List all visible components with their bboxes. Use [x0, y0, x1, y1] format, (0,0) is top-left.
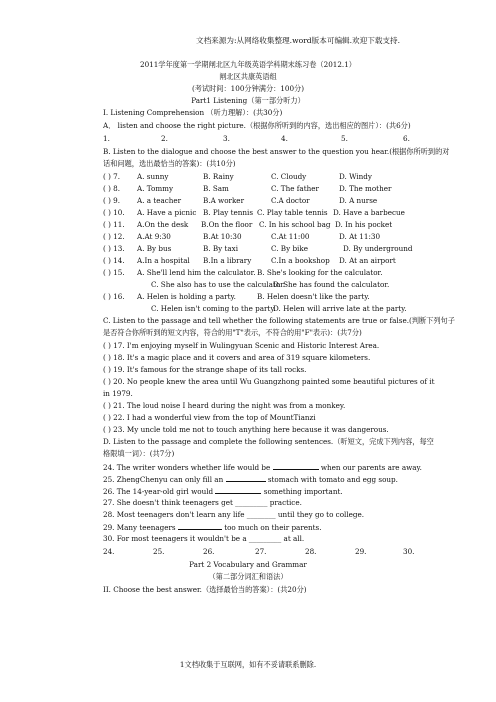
question-number: ( ) 9.: [103, 196, 121, 205]
option-b: B. Sam: [203, 184, 229, 193]
tf-statement: ( ) 20. No people knew the area until Wu Guangzhong painted some beautiful pictures of it: [103, 377, 435, 386]
answer-blank[interactable]: [226, 474, 266, 482]
option-d: D. Helen will arrive late at the party.: [273, 304, 407, 313]
tf-statement: ( ) 23. My uncle told me not to touch anything here because it was dangerous.: [103, 425, 389, 434]
sentence-text: 26. The 14-year-old girl would: [103, 487, 214, 496]
header-note: 文档来源为:从网络收集整理.word版本可编辑.欢迎下载支持.: [196, 36, 401, 45]
option-a: A.On the desk: [137, 220, 189, 229]
section-d-heading: D. Listen to the passage and complete the following sentences.（听短文，完成下列内容，每空: [103, 437, 434, 446]
option-a: A. Helen is holding a party.: [137, 292, 236, 301]
option-a: A. By bus: [137, 244, 172, 253]
option-b: B. Rainy: [203, 172, 234, 181]
option-a: A. sunny: [137, 172, 169, 181]
tf-statement: ( ) 17. I'm enjoying myself in Wulingyuan Scenic and Historic Interest Area.: [103, 341, 380, 350]
tf-statement: ( ) 19. It's famous for the strange shape of its tall rocks.: [103, 365, 307, 374]
option-b: B.At 10:30: [203, 232, 242, 241]
answer-number: 29.: [355, 547, 367, 556]
fill-sentence: [103, 462, 422, 472]
option-c: C. Play table tennis: [257, 208, 328, 217]
option-b: B.On the floor: [201, 220, 253, 229]
answer-blank[interactable]: [215, 486, 261, 494]
option-b: B. Play tennis: [203, 208, 254, 217]
section-i-heading: I. Listening Comprehension （听力理解）：(共30分): [103, 108, 283, 117]
section-d-heading-cont: 格限填一词）：(共7分): [103, 449, 175, 458]
sentence-text: 25. ZhengChenyu can only fill an: [103, 475, 224, 484]
fill-sentence: [103, 522, 322, 532]
option-a: A. She'll lend him the calculator.: [137, 268, 256, 277]
section-ii-heading: II. Choose the best answer.（选择最恰当的答案）：(共20分): [103, 585, 307, 594]
footer-note: 1文档收集于互联网，如有不妥请联系删除.: [179, 660, 317, 669]
tf-statement: ( ) 22. I had a wonderful view from the top of MountTianzi: [103, 413, 316, 422]
answer-number: 24.: [103, 547, 115, 556]
question-number: ( ) 15.: [103, 268, 125, 277]
answer-number: 28.: [305, 547, 317, 556]
answer-number: 30.: [403, 547, 415, 556]
tf-statement: ( ) 18. It's a magic place and it covers and area of 319 square kilometers.: [103, 353, 371, 362]
option-b: B.In a library: [203, 256, 252, 265]
fill-sentence: 30. For most teenagers it wouldn't be a _________ at all.: [103, 534, 305, 543]
sentence-text: when our parents are away.: [320, 463, 422, 472]
sentence-text: 24. The writer wonders whether life would be: [103, 463, 271, 472]
answer-number: 5.: [341, 134, 348, 143]
option-a: A.At 9:30: [137, 232, 171, 241]
option-c: C. She also has to use the calculator.: [151, 280, 286, 289]
answer-blank[interactable]: [178, 522, 222, 530]
section-a-heading: A． listen and choose the right picture.（根据你所听到的内容，选出相应的图片）：(共6分): [103, 121, 411, 130]
answer-number: 6.: [403, 134, 410, 143]
question-number: ( ) 8.: [103, 184, 121, 193]
option-d: D. The mother: [339, 184, 392, 193]
fill-sentence: [103, 474, 398, 484]
option-b: B. Helen doesn't like the party.: [257, 292, 370, 301]
answer-number: 2.: [161, 134, 168, 143]
sentence-text: stomach with tomato and egg soup.: [267, 475, 398, 484]
fill-sentence: 27. She doesn't think teenagers get _________ practice.: [103, 498, 302, 507]
option-c: C. Helen isn't coming to the party.: [151, 304, 276, 313]
section-c-heading: C. Listen to the passage and tell whether the following statements are true or false.(判断下列句子: [103, 316, 455, 325]
option-d: D. Windy: [339, 172, 372, 181]
section-b-heading: B. Listen to the dialogue and choose the best answer to the question you hear.(根据你所听到的对: [103, 147, 450, 156]
option-c: C. By bike: [271, 244, 308, 253]
question-number: ( ) 10.: [103, 208, 125, 217]
exam-subtitle: 闸北区共康英语组: [219, 72, 277, 81]
option-d: D. At 11:30: [339, 232, 381, 241]
part2-title: Part 2 Vocabulary and Grammar: [189, 560, 307, 569]
answer-blank[interactable]: [273, 462, 319, 470]
question-number: ( ) 11.: [103, 220, 125, 229]
sentence-text: something important.: [263, 487, 343, 496]
option-b: B.A worker: [203, 196, 245, 205]
sentence-text: too much on their parents.: [224, 523, 322, 532]
option-c: C.In a bookshop: [271, 256, 330, 265]
option-a: A.In a hospital: [137, 256, 190, 265]
answer-number: 27.: [255, 547, 267, 556]
option-d: D. Have a barbecue: [333, 208, 405, 217]
answer-number: 4.: [281, 134, 288, 143]
fill-sentence: 28. Most teenagers don't learn any life ________ until they go to college.: [103, 510, 365, 519]
option-d: D. By underground: [343, 244, 413, 253]
option-b: B. She's looking for the calculator.: [257, 268, 383, 277]
tf-statement-cont: in 1979.: [103, 389, 133, 398]
option-c: C. The father: [271, 184, 319, 193]
option-a: A. Have a picnic: [137, 208, 197, 217]
option-d: D. At an airport: [339, 256, 396, 265]
option-c: C. In his school bag: [259, 220, 331, 229]
exam-title: 2011学年度第一学期闸北区九年级英语学科期末练习卷（2012.1）: [140, 60, 356, 69]
option-a: A. Tommy: [137, 184, 174, 193]
answer-number: 1.: [103, 134, 110, 143]
option-d: D. She has found the calculator.: [273, 280, 390, 289]
option-d: D. A nurse: [339, 196, 378, 205]
option-c: C.At 11:00: [271, 232, 310, 241]
exam-info: (考试时间：100分钟满分：100分): [191, 84, 305, 93]
option-b: B. By taxi: [203, 244, 239, 253]
question-number: ( ) 7.: [103, 172, 121, 181]
option-c: C.A doctor: [271, 196, 310, 205]
fill-sentence: [103, 486, 343, 496]
answer-number: 3.: [223, 134, 230, 143]
section-c-heading-cont: 是否符合你所听到的短文内容，符合的用"T"表示，不符合的用"F"表示)：(共7分): [103, 328, 362, 337]
question-number: ( ) 12.: [103, 232, 125, 241]
sentence-text: 29. Many teenagers: [103, 523, 176, 532]
answer-number: 26.: [203, 547, 215, 556]
option-a: A. a teacher: [137, 196, 182, 205]
option-c: C. Cloudy: [271, 172, 307, 181]
part1-title: Part1 Listening（第一部分听力）: [191, 96, 305, 105]
section-b-heading-cont: 话和问题，选出最恰当的答案)：(共10分): [103, 159, 236, 168]
tf-statement: ( ) 21. The loud noise I heard during the night was from a monkey.: [103, 401, 346, 410]
part2-subtitle: （第二部分词汇和语法）: [208, 572, 288, 581]
question-number: ( ) 14.: [103, 256, 125, 265]
question-number: ( ) 13.: [103, 244, 125, 253]
question-number: ( ) 16.: [103, 292, 125, 301]
option-d: D. In his pocket: [335, 220, 393, 229]
answer-number: 25.: [153, 547, 165, 556]
